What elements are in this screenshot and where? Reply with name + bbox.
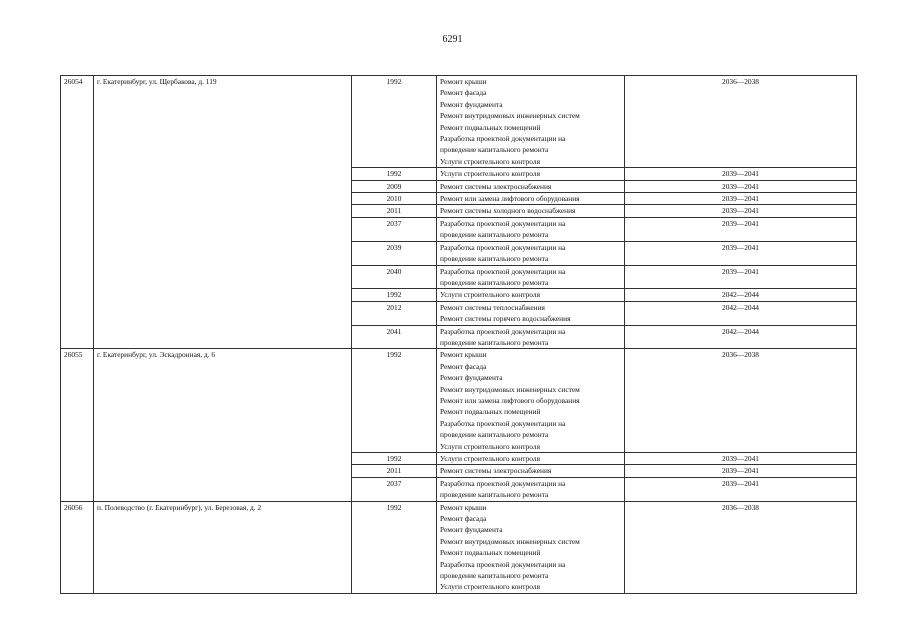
table-row (61, 501, 857, 593)
year-cell: 2011 (352, 465, 437, 477)
work-cell (437, 325, 625, 349)
period-cell: 2039—2041 (625, 241, 857, 265)
period-cell: 2039—2041 (625, 193, 857, 205)
work-cell (437, 349, 625, 453)
year-cell: 2039 (352, 241, 437, 265)
year-cell: 1992 (352, 501, 437, 593)
period-cell: 2042—2044 (625, 289, 857, 301)
work-item: Разработка проектной документации на (440, 326, 566, 336)
period-cell: 2039—2041 (625, 477, 857, 501)
work-item: Ремонт системы электроснабжения (440, 181, 552, 191)
work-cell (437, 501, 625, 593)
work-item: Ремонт системы электроснабжения (440, 466, 552, 476)
work-item: Ремонт системы горячего водоснабжения (440, 314, 571, 324)
work-item: Ремонт системы теплоснабжения (440, 302, 545, 312)
table-body (61, 76, 857, 594)
work-item: Разработка проектной документации на (440, 218, 566, 228)
period-cell: 2042—2044 (625, 301, 857, 325)
object-number: 26055 (61, 349, 94, 501)
work-item: Ремонт или замена лифтового оборудования (440, 395, 580, 405)
work-item: Ремонт внутридомовых инженерных систем (440, 384, 580, 394)
work-item: Ремонт фасада (440, 361, 487, 371)
work-cell (437, 453, 625, 465)
work-item: проведение капитального ремонта (440, 571, 549, 581)
work-item: Услуги строительного контроля (440, 169, 540, 179)
year-cell: 1992 (352, 168, 437, 180)
period-cell: 2039—2041 (625, 168, 857, 180)
period-cell: 2039—2041 (625, 217, 857, 241)
work-item: Разработка проектной документации на (440, 134, 566, 144)
work-item: проведение капитального ремонта (440, 337, 549, 347)
object-number: 26054 (61, 76, 94, 349)
work-cell (437, 76, 625, 168)
period-cell: 2039—2041 (625, 205, 857, 217)
object-address: п. Полеводство (г. Екатеринбург), ул. Березовая, д. 2 (94, 501, 352, 593)
work-item: Ремонт фундамента (440, 99, 503, 109)
year-cell: 2010 (352, 193, 437, 205)
work-cell (437, 217, 625, 241)
work-item: проведение капитального ремонта (440, 490, 549, 500)
object-address: г. Екатеринбург, ул. Щербакова, д. 119 (94, 76, 352, 349)
work-item: проведение капитального ремонта (440, 254, 549, 264)
work-item: Ремонт крыши (440, 502, 487, 512)
work-item: Ремонт подвальных помещений (440, 407, 541, 417)
work-item: Ремонт внутридомовых инженерных систем (440, 536, 580, 546)
period-cell: 2039—2041 (625, 180, 857, 192)
year-cell: 1992 (352, 453, 437, 465)
work-cell (437, 477, 625, 501)
work-item: Ремонт фасада (440, 514, 487, 524)
work-item: Ремонт фасада (440, 88, 487, 98)
period-cell: 2039—2041 (625, 265, 857, 289)
year-cell: 1992 (352, 289, 437, 301)
work-item: Ремонт крыши (440, 350, 487, 360)
year-cell: 2037 (352, 477, 437, 501)
year-cell: 2040 (352, 265, 437, 289)
work-item: Разработка проектной документации на (440, 559, 566, 569)
work-item: Ремонт подвальных помещений (440, 548, 541, 558)
object-number: 26056 (61, 501, 94, 593)
work-item: проведение капитального ремонта (440, 230, 549, 240)
period-cell: 2039—2041 (625, 453, 857, 465)
year-cell: 2009 (352, 180, 437, 192)
work-item: Разработка проектной документации на (440, 242, 566, 252)
work-item: Услуги строительного контроля (440, 454, 540, 463)
work-cell (437, 265, 625, 289)
work-cell (437, 180, 625, 192)
period-cell: 2036—2038 (625, 349, 857, 453)
work-item: проведение капитального ремонта (440, 145, 549, 155)
year-cell: 2041 (352, 325, 437, 349)
work-item: Ремонт фундамента (440, 373, 503, 383)
work-item: Услуги строительного контроля (440, 290, 540, 300)
work-cell (437, 465, 625, 477)
work-cell (437, 301, 625, 325)
year-cell: 2011 (352, 205, 437, 217)
work-item: Разработка проектной документации на (440, 266, 566, 276)
work-item: проведение капитального ремонта (440, 430, 549, 440)
year-cell: 2012 (352, 301, 437, 325)
work-item: Услуги строительного контроля (440, 582, 540, 592)
year-cell: 2037 (352, 217, 437, 241)
work-item: Ремонт или замена лифтового оборудования (440, 194, 580, 204)
work-cell (437, 241, 625, 265)
period-cell: 2042—2044 (625, 325, 857, 349)
work-cell (437, 205, 625, 217)
work-cell (437, 193, 625, 205)
work-item: Разработка проектной документации на (440, 418, 566, 428)
period-cell: 2036—2038 (625, 76, 857, 168)
work-item: проведение капитального ремонта (440, 277, 549, 287)
page-number: 6291 (442, 34, 463, 45)
work-item: Ремонт системы холодного водоснабжения (440, 206, 576, 216)
work-item: Ремонт фундамента (440, 525, 503, 535)
table-row (61, 76, 857, 168)
period-cell: 2039—2041 (625, 465, 857, 477)
work-item: Разработка проектной документации на (440, 478, 566, 488)
repair-schedule-table (60, 75, 857, 594)
work-cell (437, 289, 625, 301)
table-row (61, 349, 857, 453)
object-address: г. Екатеринбург, ул. Эскадронная, д. 6 (94, 349, 352, 501)
work-item: Ремонт крыши (440, 77, 487, 86)
work-item: Услуги строительного контроля (440, 156, 540, 166)
work-cell (437, 168, 625, 180)
work-item: Ремонт внутридомовых инженерных систем (440, 111, 580, 121)
work-item: Услуги строительного контроля (440, 441, 540, 451)
work-item: Ремонт подвальных помещений (440, 122, 541, 132)
period-cell: 2036—2038 (625, 501, 857, 593)
year-cell: 1992 (352, 76, 437, 168)
year-cell: 1992 (352, 349, 437, 453)
